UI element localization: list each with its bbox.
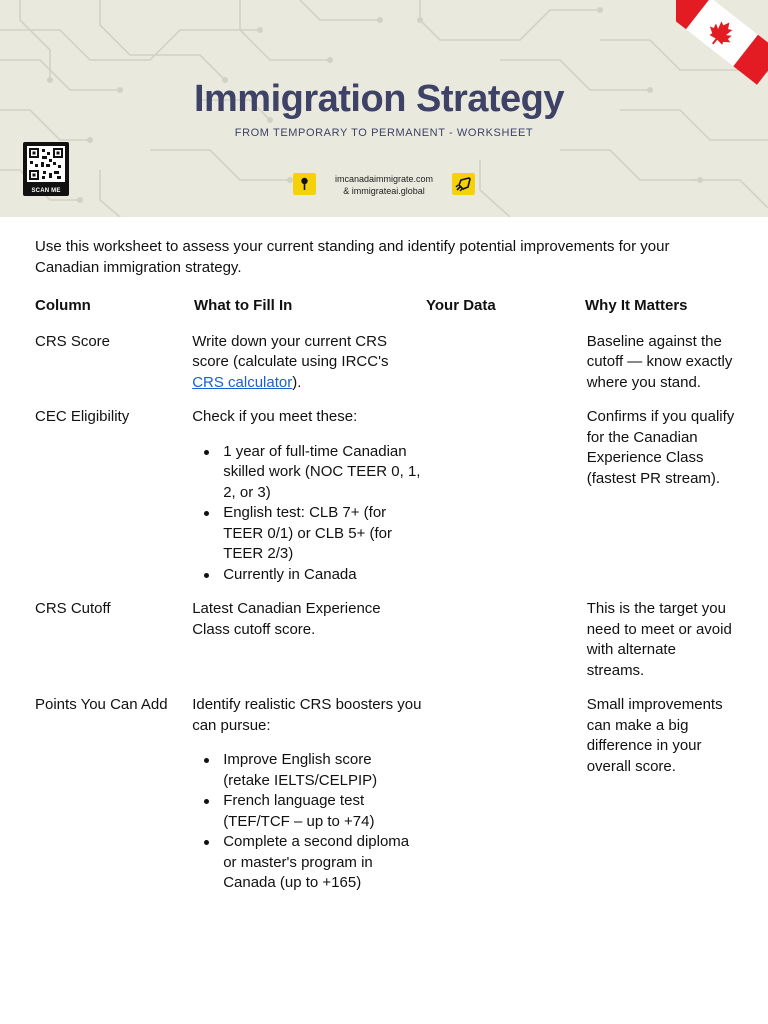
requirements-list	[192, 442, 421, 586]
crs-calculator-link[interactable]: CRS calculator	[192, 373, 293, 391]
your-data-cell[interactable]	[430, 407, 587, 585]
site-line-2[interactable]: & immigrateai.global	[343, 186, 425, 196]
intro-text: Use this worksheet to assess your current standing and identify potential improvements for your Canadian immigration strategy.	[35, 238, 670, 276]
row-label: CEC Eligibility	[35, 408, 130, 425]
canada-flag-corner	[676, 0, 768, 88]
boosters-list	[192, 750, 421, 894]
website-links[interactable]	[320, 173, 448, 197]
header-banner	[0, 0, 768, 217]
list-item: Currently in Canada	[223, 565, 421, 586]
qr-code[interactable]	[23, 142, 69, 196]
header-column: Column	[35, 297, 91, 314]
list-item: French language test (TEF/TCF – up to +74)	[223, 791, 421, 832]
page-title: Immigration Strategy	[193, 78, 565, 120]
row-instructions	[192, 695, 429, 894]
header-what-to-fill: What to Fill In	[194, 297, 293, 314]
instructions-text: Write down your current CRS score (calculate using IRCC's	[192, 332, 389, 370]
table-row	[35, 407, 735, 585]
row-label: CRS Cutoff	[35, 600, 111, 617]
table-row	[35, 332, 735, 394]
row-label: Points You Can Add	[35, 696, 168, 713]
pin-icon	[293, 173, 316, 195]
site-line-1[interactable]: imcanadaimmigrate.com	[334, 174, 434, 184]
your-data-cell[interactable]	[430, 599, 587, 681]
rocket-icon	[452, 173, 475, 195]
table-row	[35, 599, 735, 681]
qr-label: SCAN ME	[31, 188, 61, 194]
your-data-cell[interactable]	[430, 695, 587, 894]
row-why: Baseline against the cutoff — know exactly where you stand.	[586, 332, 733, 391]
worksheet-table	[35, 296, 735, 894]
row-instructions	[192, 332, 429, 394]
row-instructions: Latest Canadian Experience Class cutoff score.	[192, 600, 381, 638]
your-data-cell[interactable]	[430, 332, 587, 394]
instructions-text: Check if you meet these:	[192, 408, 358, 425]
list-item: Improve English score (retake IELTS/CELPIP)	[223, 750, 421, 791]
row-why: Confirms if you qualify for the Canadian Experience Class (fastest PR stream).	[586, 408, 735, 487]
worksheet-content	[35, 236, 735, 894]
list-item: English test: CLB 7+ (for TEER 0/1) or CLB 5+ (for TEER 2/3)	[223, 503, 421, 565]
header-why-it-matters: Why It Matters	[585, 297, 688, 314]
list-item: 1 year of full-time Canadian skilled work (NOC TEER 0, 1, 2, or 3)	[223, 442, 421, 504]
table-header-row	[35, 296, 735, 317]
row-label: CRS Score	[35, 332, 111, 350]
header-your-data: Your Data	[426, 297, 496, 314]
list-item: Complete a second diploma or master's program in Canada (up to +165)	[223, 832, 421, 894]
row-why: Small improvements can make a big difference in your overall score.	[586, 696, 723, 775]
instructions-text-end: ).	[292, 373, 302, 391]
page-subtitle: FROM TEMPORARY TO PERMANENT - WORKSHEET	[234, 127, 534, 139]
table-row	[35, 695, 735, 894]
instructions-text: Identify realistic CRS boosters you can pursue:	[192, 696, 422, 734]
row-why: This is the target you need to meet or avoid with alternate streams.	[586, 600, 732, 679]
row-instructions	[192, 407, 429, 585]
